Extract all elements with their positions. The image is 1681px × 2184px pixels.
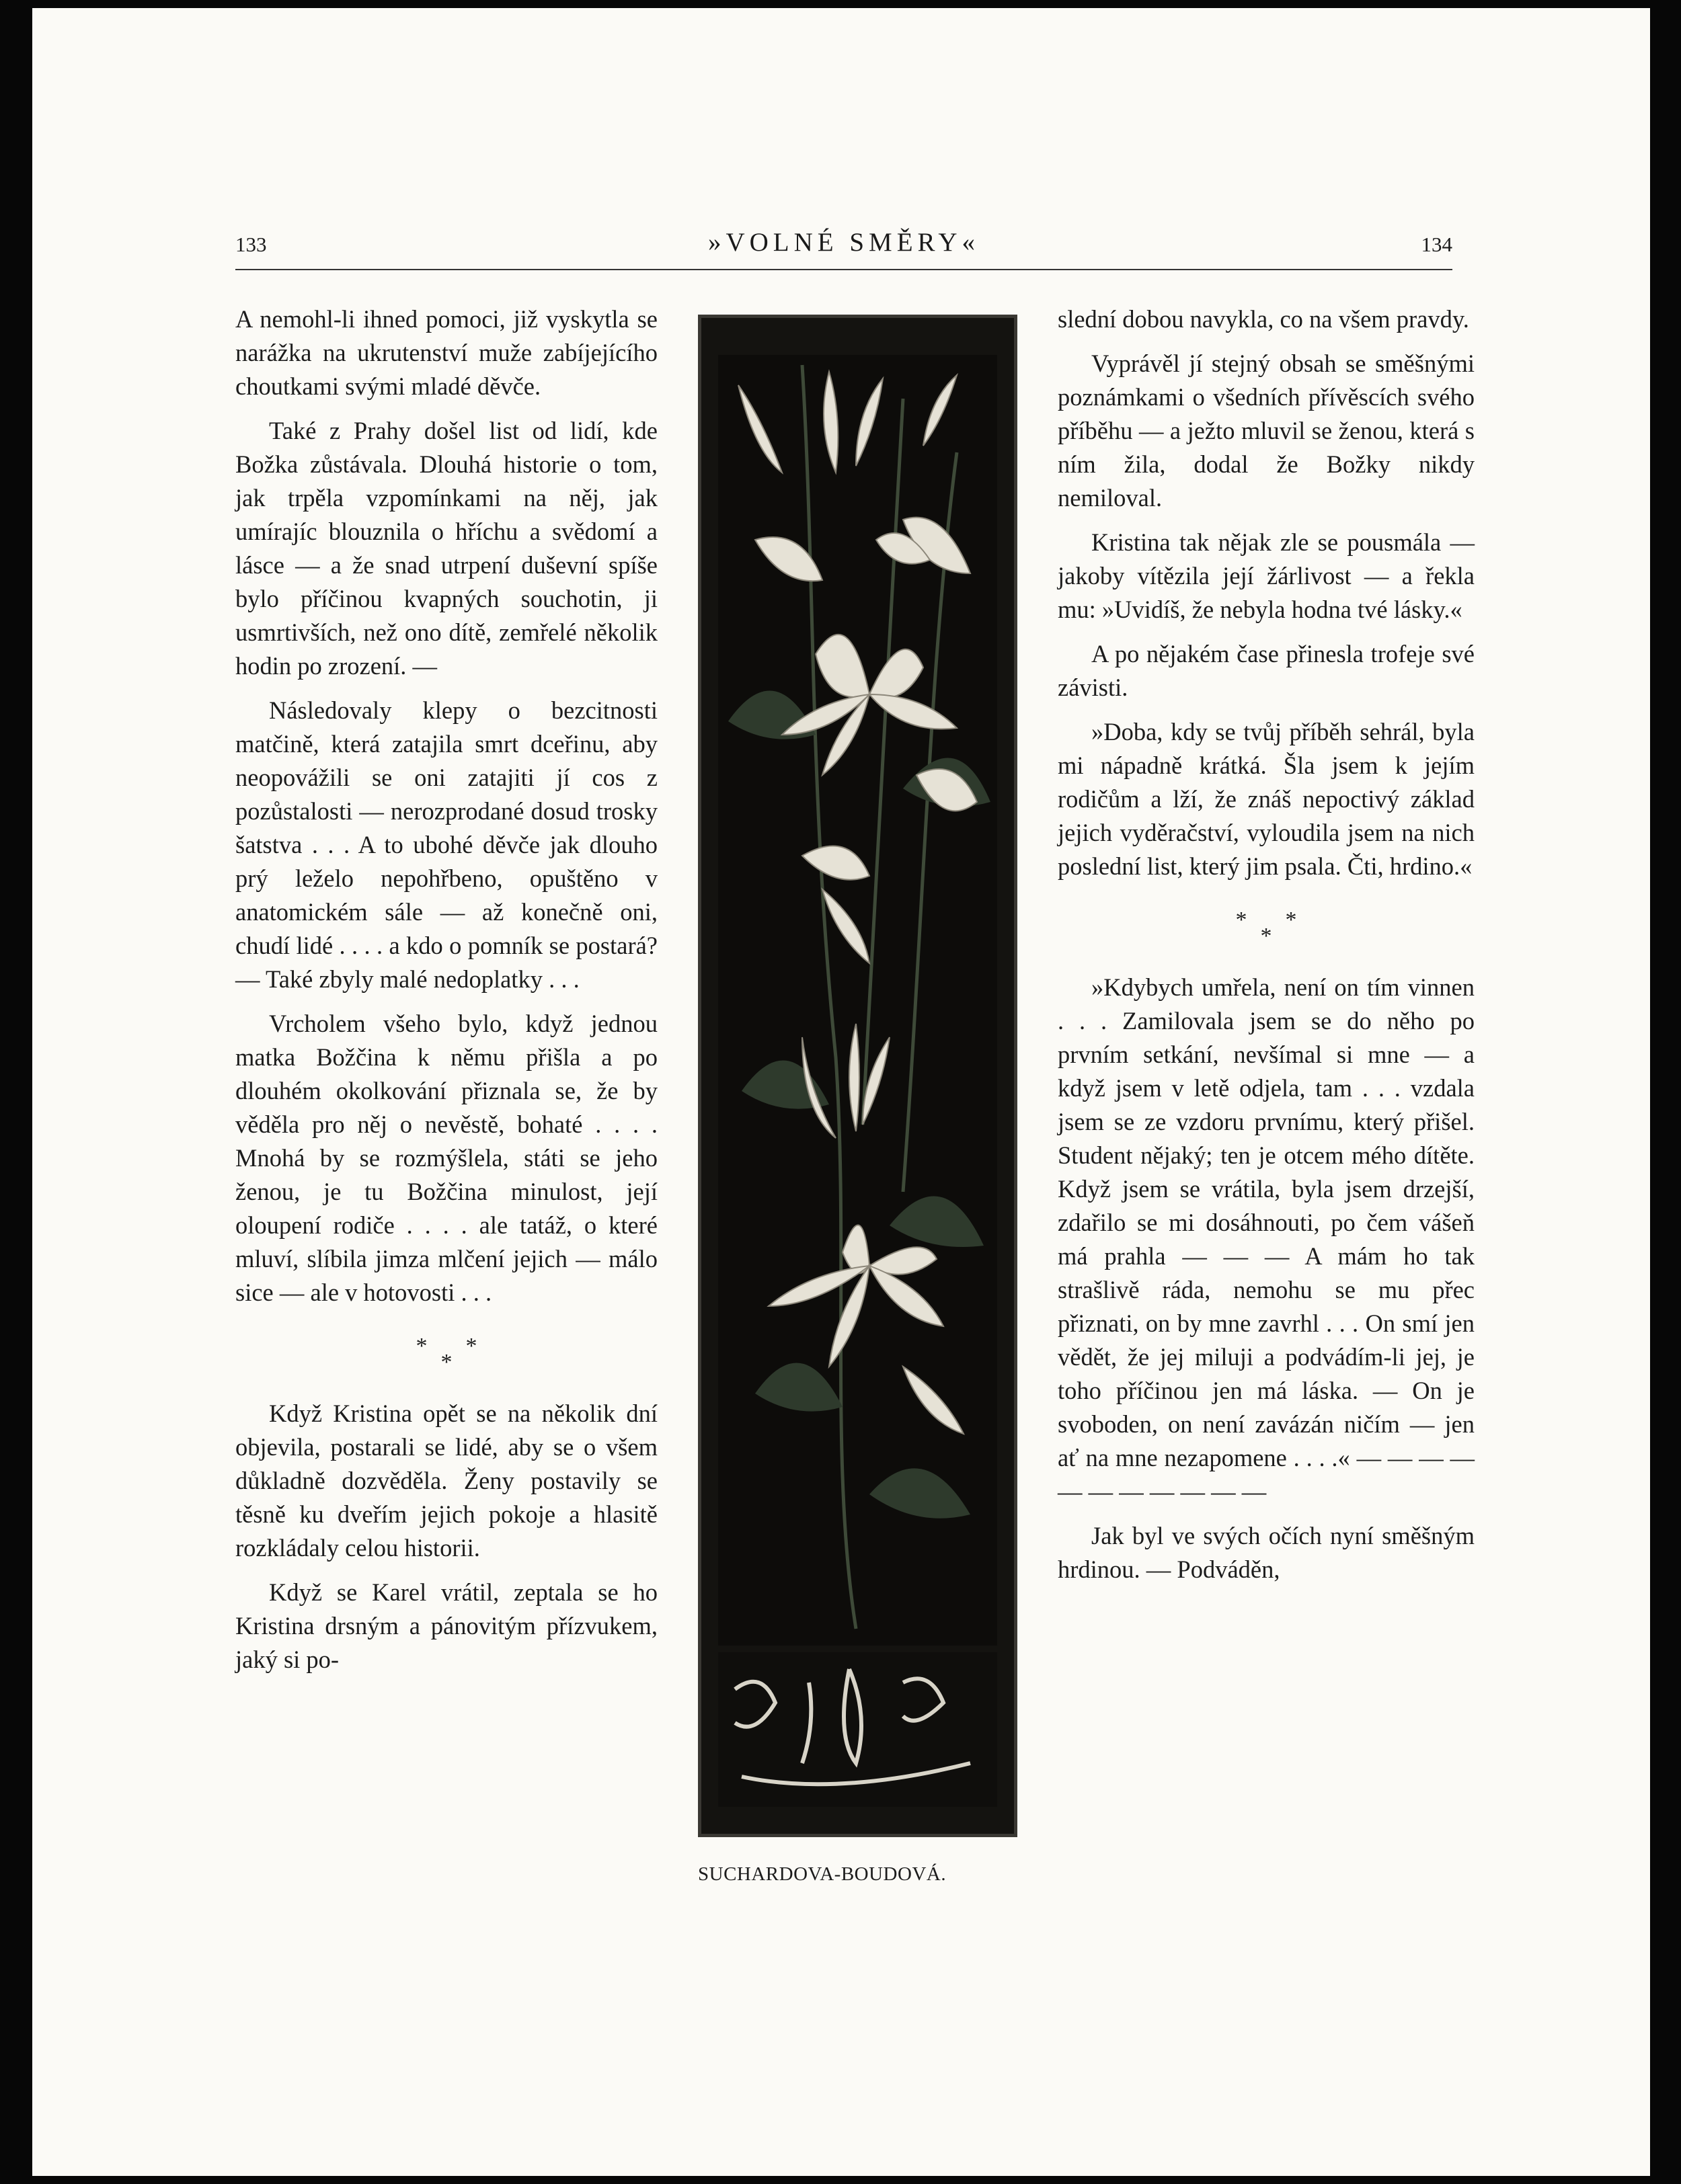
paragraph: Když Kristina opět se na několik dní objevila, postarali se lidé, aby se o všem důkladně dozvěděla. Ženy postavily se těsně ku dveřím jejich pokoje a hlasitě rozkládaly celou historii. <box>235 1400 658 1562</box>
section-break-stars <box>235 1334 658 1375</box>
paragraph: Když se Karel vrátil, zeptala se ho Kristina drsným a pánovitým přízvukem, jaký si po- <box>235 1578 658 1673</box>
illustration-caption: SUCHARDOVA-BOUDOVÁ. <box>698 1863 947 1885</box>
paragraph: »Doba, kdy se tvůj příběh sehrál, byla mi nápadně krátká. Šla jsem k jejím rodičům a lží, že znáš nepoctivý základ jejich vyděračství, vyloudila jsem na nich poslední list, který jim psala. Čti, hrdino.« <box>1058 718 1475 880</box>
left-column <box>235 302 658 1687</box>
lily-illustration <box>698 315 1017 1837</box>
star: * <box>416 1334 428 1359</box>
star: * <box>465 1334 477 1359</box>
star: * <box>440 1350 453 1375</box>
section-break-stars <box>1058 907 1475 948</box>
star: * <box>1260 924 1272 948</box>
paragraph: Vrcholem všeho bylo, když jednou matka Božčina k němu přišla a po dlouhém okolkování přiznala se, že by věděla pro něj o nevěstě, bohaté . . . . Mnohá by se rozmýšlela, státi se jeho ženou, je tu Božčina minulost, její oloupení rodiče . . . . ale tatáž, o které mluví, slíbila jimza mlčení jejich — málo sice — ale v hotovosti . . . <box>235 1010 658 1306</box>
paragraph: Jak byl ve svých očích nyní směšným hrdinou. — Podváděn, <box>1058 1522 1475 1583</box>
paragraph: slední dobou navykla, co na všem pravdy. <box>1058 305 1469 333</box>
paragraph: Také z Prahy došel list od lidí, kde Božka zůstávala. Dlouhá historie o tom, jak trpěla vzpomínkami na něj, jak umírajíc blouznila o hříchu a svědomí a lásce — a že snad utrpení duševní spíše bylo příčinou kvapných souchotin, ji usmrtivších, než ono dítě, zemřelé několik hodin po zrození. — <box>235 417 658 680</box>
star: * <box>1285 907 1297 932</box>
header-rule <box>235 269 1452 270</box>
paragraph: Následovaly klepy o bezcitnosti matčině, která zatajila smrt dceřinu, aby neopovážili se oni zatajiti jí cos z pozůstalosti — nerozprodané dosud trosky šatstva . . . A to ubohé děvče jak dlouho prý leželo nepohřbeno, opuštěno v anatomickém sále — až konečně oni, chudí lidé . . . . a kdo o pomník se postará? — Také zbyly malé nedoplatky . . . <box>235 696 658 993</box>
paragraph: »Kdybych umřela, není on tím vinnen . . . Zamilovala jsem se do něho po prvním setkání, nevšímal si mne — a když jsem v letě odjela, tam . . . vzdala jsem se ze vzdoru prvnímu, který přišel. Student nějaký; ten je otcem mého dítěte. Když jsem se vrátila, byla jsem drzejší, zdařilo se mi dosáhnouti, po čem vášeň má prahla — — — A mám ho tak strašlivě ráda, nemohu se mu přec přiznati, on by mne zavrhl . . . On smí jen vědět, že jej miluji a podvádím-li jej, je toho příčinou jen má láska. — On je svoboden, on není zavázán ničím — jen ať na mne nezapomene . . . .« — — — — — — — — — — — <box>1058 973 1475 1505</box>
paragraph: A nemohl-li ihned pomoci, již vyskytla se narážka na ukrutenství muže zabíjejícího choutkami svými mladé děvče. <box>235 305 658 400</box>
page <box>32 8 1650 2176</box>
paragraph: Kristina tak nějak zle se pousmála — jakoby vítězila její žárlivost — a řekla mu: »Uvidíš, že nebyla hodna tvé lásky.« <box>1058 528 1475 623</box>
right-column <box>1058 302 1475 1597</box>
paragraph: Vyprávěl jí stejný obsah se směšnými poznámkami o všedních přívěscích svého příběhu — a ježto mluvil se ženou, která s ním žila, dodal že Božky nikdy nemiloval. <box>1058 350 1475 512</box>
journal-title: »VOLNÉ SMĚRY« <box>707 228 980 257</box>
paragraph: A po nějakém čase přinesla trofeje své závisti. <box>1058 640 1475 701</box>
star: * <box>1235 907 1247 932</box>
page-header <box>235 220 1452 274</box>
page-number-left: 133 <box>235 233 267 256</box>
page-number-right: 134 <box>1421 233 1452 256</box>
lily-painting <box>701 318 1014 1834</box>
